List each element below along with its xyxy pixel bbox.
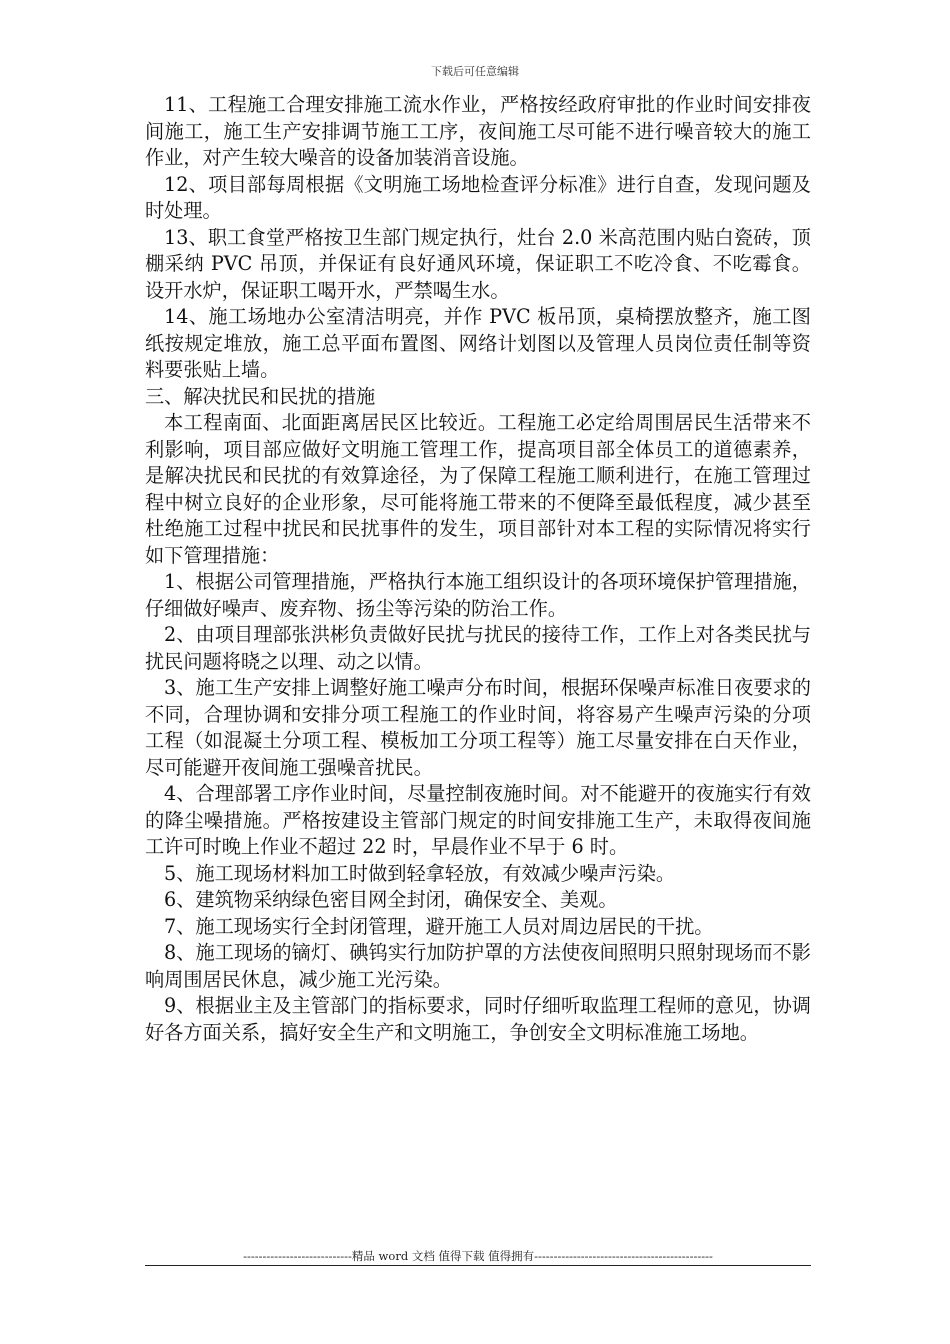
item-1: 1、根据公司管理措施，严格执行本施工组织设计的各项环境保护管理措施，仔细做好噪声、废弃物、扬尘等污染的防治工作。: [145, 570, 811, 620]
item-13: 13、职工食堂严格按卫生部门规定执行，灶台 2.0 米高范围内贴白瓷砖，顶棚采纳 PVC 吊顶，并保证有良好通风环境，保证职工不吃冷食、不吃霉食。设开水炉，保证职工喝开水，严禁喝生水。: [145, 225, 811, 302]
item-11: 11、工程施工合理安排施工流水作业，严格按经政府审批的作业时间安排夜间施工，施工生产安排调节施工工序，夜间施工尽可能不进行噪音较大的施工作业，对产生较大噪音的设备加装消音设施。: [145, 93, 811, 169]
item-7: 7、施工现场实行全封闭管理，避开施工人员对周边居民的干扰。: [164, 914, 714, 938]
page-header: 下载后可任意编辑: [431, 65, 519, 78]
item-9: 9、根据业主及主管部门的指标要求，同时仔细听取监理工程师的意见，协调好各方面关系，搞好安全生产和文明施工，争创安全文明标准施工场地。: [145, 994, 811, 1044]
item-3: 3、施工生产安排上调整好施工噪声分布时间，根据环保噪声标准日夜要求的不同，合理协调和安排分项工程施工的作业时间，将容易产生噪声污染的分项工程（如混凝土分项工程、模板加工分项工程等）施工尽量安排在白天作业，尽可能避开夜间施工强噪音扰民。: [145, 676, 811, 779]
footer-divider: [145, 1265, 811, 1266]
section-heading: 三、解决扰民和民扰的措施: [145, 384, 376, 408]
item-5: 5、施工现场材料加工时做到轻拿轻放，有效减少噪声污染。: [164, 861, 676, 885]
document-body: [145, 92, 811, 1046]
item-12: 12、项目部每周根据《文明施工场地检查评分标准》进行自查，发现问题及时处理。: [145, 172, 811, 222]
item-14: 14、施工场地办公室清洁明亮，并作 PVC 板吊顶，桌椅摆放整齐，施工图纸按规定堆放，施工总平面布置图、网络计划图以及管理人员岗位责任制等资料要张贴上墙。: [145, 305, 811, 381]
page-footer: ----------------------------精品 word 文档 值得下载 值得拥有----------------------------------------------: [243, 1249, 713, 1263]
item-4: 4、合理部署工序作业时间，尽量控制夜施时间。对不能避开的夜施实行有效的降尘噪措施。严格按建设主管部门规定的时间安排施工生产，未取得夜间施工许可时晚上作业不超过 22 时，早晨作业不早于 6 时。: [145, 782, 811, 858]
item-8: 8、施工现场的镝灯、碘钨实行加防护罩的方法使夜间照明只照射现场而不影响周围居民休息，减少施工光污染。: [145, 941, 811, 991]
section-intro: 本工程南面、北面距离居民区比较近。工程施工必定给周围居民生活带来不利影响，项目部应做好文明施工管理工作，提高项目部全体员工的道德素养，是解决扰民和民扰的有效算途径，为了保障工程施工顺利进行，在施工管理过程中树立良好的企业形象，尽可能将施工带来的不便降至最低程度，减少甚至杜绝施工过程中扰民和民扰事件的发生，项目部针对本工程的实际情况将实行如下管理措施：: [145, 411, 811, 567]
item-6: 6、建筑物采纳绿色密目网全封闭，确保安全、美观。: [164, 888, 618, 911]
item-2: 2、由项目理部张洪彬负责做好民扰与扰民的接待工作，工作上对各类民扰与扰民问题将晓之以理、动之以情。: [145, 623, 811, 673]
